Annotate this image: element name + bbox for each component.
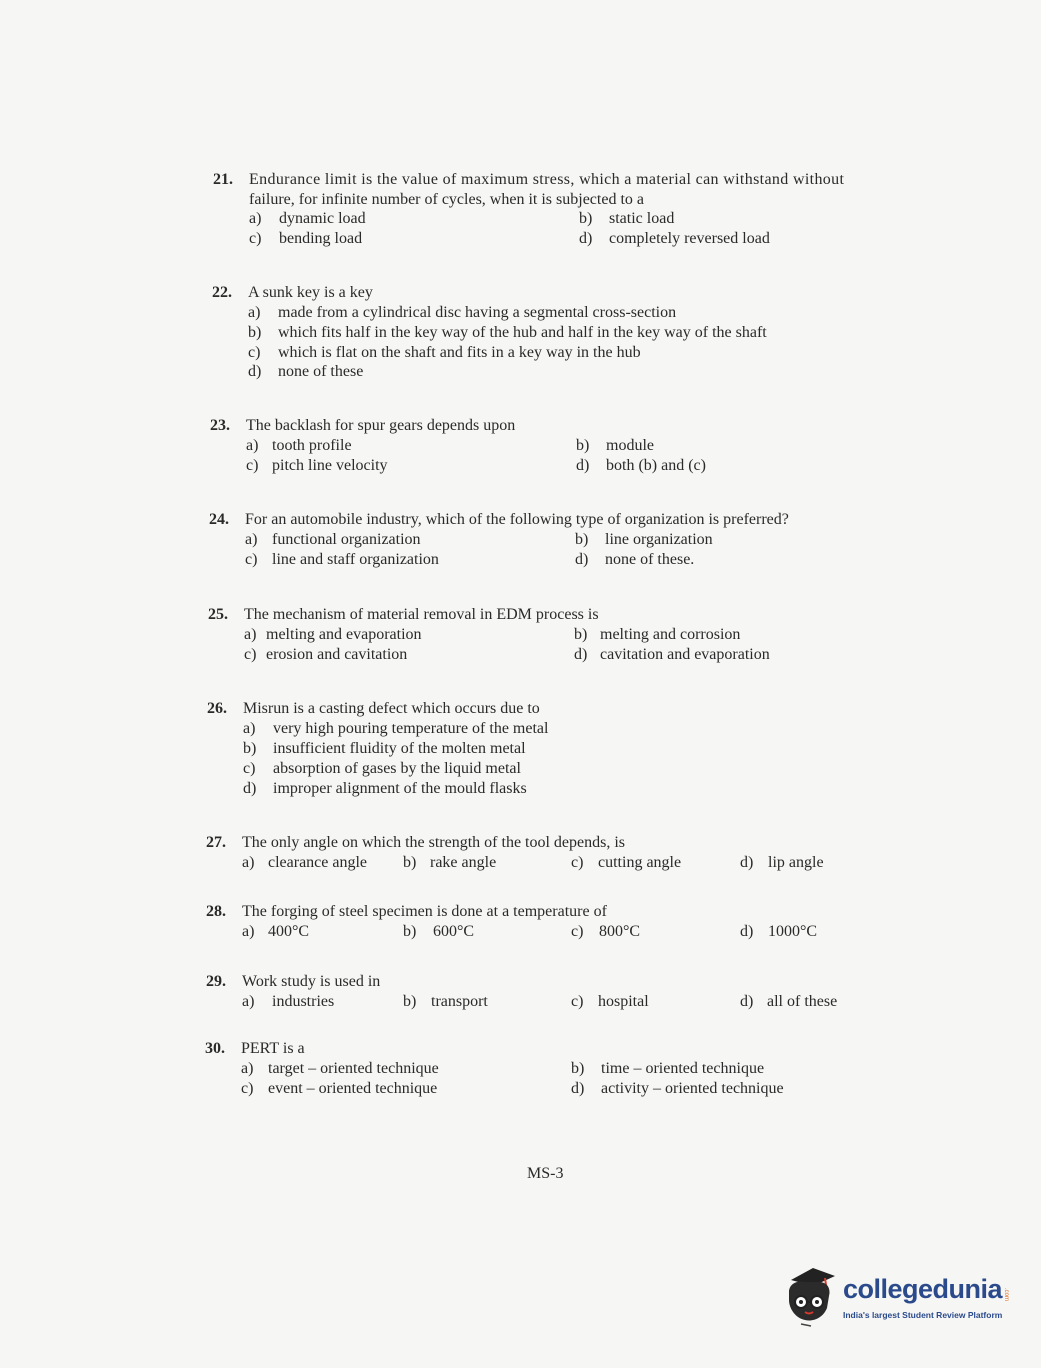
logo-suffix: .com (1003, 1288, 1009, 1302)
option-label: a) (244, 626, 257, 643)
option-text: industries (272, 993, 335, 1010)
option-label: c) (245, 551, 258, 568)
option-a (249, 209, 366, 229)
option-text: clearance angle (268, 854, 368, 871)
question-text: The forging of steel specimen is done at a temperature of (242, 903, 607, 920)
question-text: Work study is used in (242, 973, 381, 990)
page-code: MS-3 (527, 1165, 564, 1182)
option-text: event – oriented technique (268, 1080, 438, 1097)
option-c (571, 922, 640, 942)
option-text: melting and evaporation (266, 626, 422, 643)
question-text: Misrun is a casting defect which occurs due to (243, 700, 540, 717)
option-text: pitch line velocity (272, 457, 388, 474)
question-text: A sunk key is a key (248, 284, 373, 301)
option-label: d) (575, 551, 589, 568)
question-number: 22. (212, 284, 232, 301)
question-26 (207, 699, 907, 799)
option-text: insufficient fluidity of the molten metal (273, 740, 526, 757)
option-text: absorption of gases by the liquid metal (273, 760, 521, 777)
option-label: b) (575, 531, 589, 548)
option-label: c) (249, 230, 262, 247)
option-label: d) (579, 230, 593, 247)
question-number: 24. (209, 511, 229, 528)
option-a (243, 719, 548, 739)
option-d (243, 779, 527, 799)
question-21 (213, 170, 913, 250)
option-c (246, 456, 388, 476)
option-b (576, 436, 654, 456)
option-text: tooth profile (272, 437, 352, 454)
option-label: a) (242, 923, 255, 940)
option-c (248, 343, 641, 363)
question-24 (209, 510, 909, 570)
option-d (575, 550, 694, 570)
option-d (579, 229, 770, 249)
option-text: made from a cylindrical disc having a segmental cross-section (278, 304, 677, 321)
option-label: c) (241, 1080, 254, 1097)
question-number: 25. (208, 606, 228, 623)
option-label: a) (243, 720, 256, 737)
option-a (242, 853, 367, 873)
option-text: improper alignment of the mould flasks (273, 780, 527, 797)
option-text: dynamic load (279, 210, 366, 227)
option-text: line organization (605, 531, 713, 548)
question-text: PERT is a (241, 1040, 305, 1057)
option-text: all of these (767, 993, 838, 1010)
option-text: functional organization (272, 531, 421, 548)
mascot-icon (783, 1262, 841, 1332)
option-c (249, 229, 362, 249)
option-d (574, 645, 770, 665)
question-number: 26. (207, 700, 227, 717)
option-a (242, 922, 309, 942)
option-label: b) (403, 854, 417, 871)
question-text: The only angle on which the strength of the tool depends, is (242, 834, 626, 851)
question-number: 27. (206, 834, 226, 851)
option-text: completely reversed load (609, 230, 770, 247)
question-number: 30. (205, 1040, 225, 1057)
option-a (241, 1059, 439, 1079)
option-label: b) (403, 923, 417, 940)
option-label: c) (243, 760, 256, 777)
option-text: 600°C (433, 923, 475, 940)
option-text: 400°C (268, 923, 310, 940)
option-label: d) (248, 363, 262, 380)
option-c (244, 645, 407, 665)
option-label: d) (740, 854, 754, 871)
option-d (740, 992, 837, 1012)
option-d (576, 456, 706, 476)
question-25 (208, 605, 908, 665)
option-label: c) (248, 344, 261, 361)
option-text: which is flat on the shaft and fits in a key way in the hub (278, 344, 641, 361)
option-a (246, 436, 352, 456)
option-c (245, 550, 439, 570)
option-label: b) (248, 324, 262, 341)
option-d (740, 922, 817, 942)
question-number: 28. (206, 903, 226, 920)
question-27 (206, 833, 906, 873)
logo-tagline: India's largest Student Review Platform (843, 1310, 1003, 1320)
option-c (571, 992, 649, 1012)
question-text: The backlash for spur gears depends upon (246, 417, 516, 434)
question-text: The mechanism of material removal in EDM process is (244, 606, 599, 623)
option-b (579, 209, 674, 229)
option-label: b) (576, 437, 590, 454)
option-label: a) (242, 854, 255, 871)
option-label: d) (740, 993, 754, 1010)
option-a (244, 625, 422, 645)
question-22 (212, 283, 912, 383)
option-text: rake angle (430, 854, 497, 871)
option-text: line and staff organization (272, 551, 439, 568)
question-28 (206, 902, 906, 942)
option-b (248, 323, 767, 343)
option-label: c) (246, 457, 259, 474)
option-text: static load (609, 210, 675, 227)
option-text: transport (431, 993, 488, 1010)
option-text: very high pouring temperature of the metal (273, 720, 549, 737)
option-label: c) (244, 646, 257, 663)
option-b (575, 530, 713, 550)
option-text: melting and corrosion (600, 626, 741, 643)
option-label: b) (574, 626, 588, 643)
option-label: a) (248, 304, 261, 321)
option-c (243, 759, 521, 779)
option-label: a) (245, 531, 258, 548)
option-label: d) (576, 457, 590, 474)
question-number: 29. (206, 973, 226, 990)
logo-wordmark: collegedunia (843, 1274, 1003, 1304)
option-b (403, 853, 496, 873)
question-30 (205, 1039, 905, 1099)
option-text: erosion and cavitation (266, 646, 408, 663)
option-d (571, 1079, 784, 1099)
option-c (241, 1079, 437, 1099)
option-c (571, 853, 681, 873)
option-b (243, 739, 526, 759)
option-text: both (b) and (c) (606, 457, 706, 474)
option-label: c) (571, 993, 584, 1010)
question-text: failure, for infinite number of cycles, when it is subjected to a (249, 191, 644, 208)
collegedunia-logo (783, 1262, 1013, 1332)
question-23 (210, 416, 910, 476)
option-b (403, 922, 474, 942)
option-label: d) (740, 923, 754, 940)
option-label: b) (571, 1060, 585, 1077)
option-b (571, 1059, 764, 1079)
option-b (403, 992, 488, 1012)
option-text: cavitation and evaporation (600, 646, 770, 663)
option-a (248, 303, 676, 323)
option-label: a) (241, 1060, 254, 1077)
option-text: none of these. (605, 551, 695, 568)
option-label: b) (243, 740, 257, 757)
option-text: module (606, 437, 654, 454)
option-label: d) (571, 1080, 585, 1097)
option-label: a) (242, 993, 255, 1010)
option-label: c) (571, 923, 584, 940)
option-label: b) (403, 993, 417, 1010)
option-b (574, 625, 740, 645)
question-number: 23. (210, 417, 230, 434)
option-text: target – oriented technique (268, 1060, 439, 1077)
option-text: none of these (278, 363, 364, 380)
option-label: a) (249, 210, 262, 227)
option-text: activity – oriented technique (601, 1080, 784, 1097)
option-label: c) (571, 854, 584, 871)
option-text: lip angle (768, 854, 824, 871)
question-text: Endurance limit is the value of maximum stress, which a material can withstand without (249, 171, 845, 188)
option-a (242, 992, 334, 1012)
option-text: bending load (279, 230, 363, 247)
option-label: d) (574, 646, 588, 663)
option-label: a) (246, 437, 259, 454)
option-d (248, 362, 363, 382)
question-number: 21. (213, 171, 233, 188)
option-text: 800°C (599, 923, 641, 940)
option-label: b) (579, 210, 593, 227)
option-text: cutting angle (598, 854, 682, 871)
option-text: time – oriented technique (601, 1060, 765, 1077)
option-a (245, 530, 421, 550)
question-29 (206, 972, 906, 1012)
option-text: 1000°C (768, 923, 818, 940)
question-text: For an automobile industry, which of the following type of organization is preferred? (245, 511, 789, 528)
option-label: d) (243, 780, 257, 797)
option-d (740, 853, 824, 873)
option-text: which fits half in the key way of the hub and half in the key way of the shaft (278, 324, 767, 341)
option-text: hospital (598, 993, 649, 1010)
